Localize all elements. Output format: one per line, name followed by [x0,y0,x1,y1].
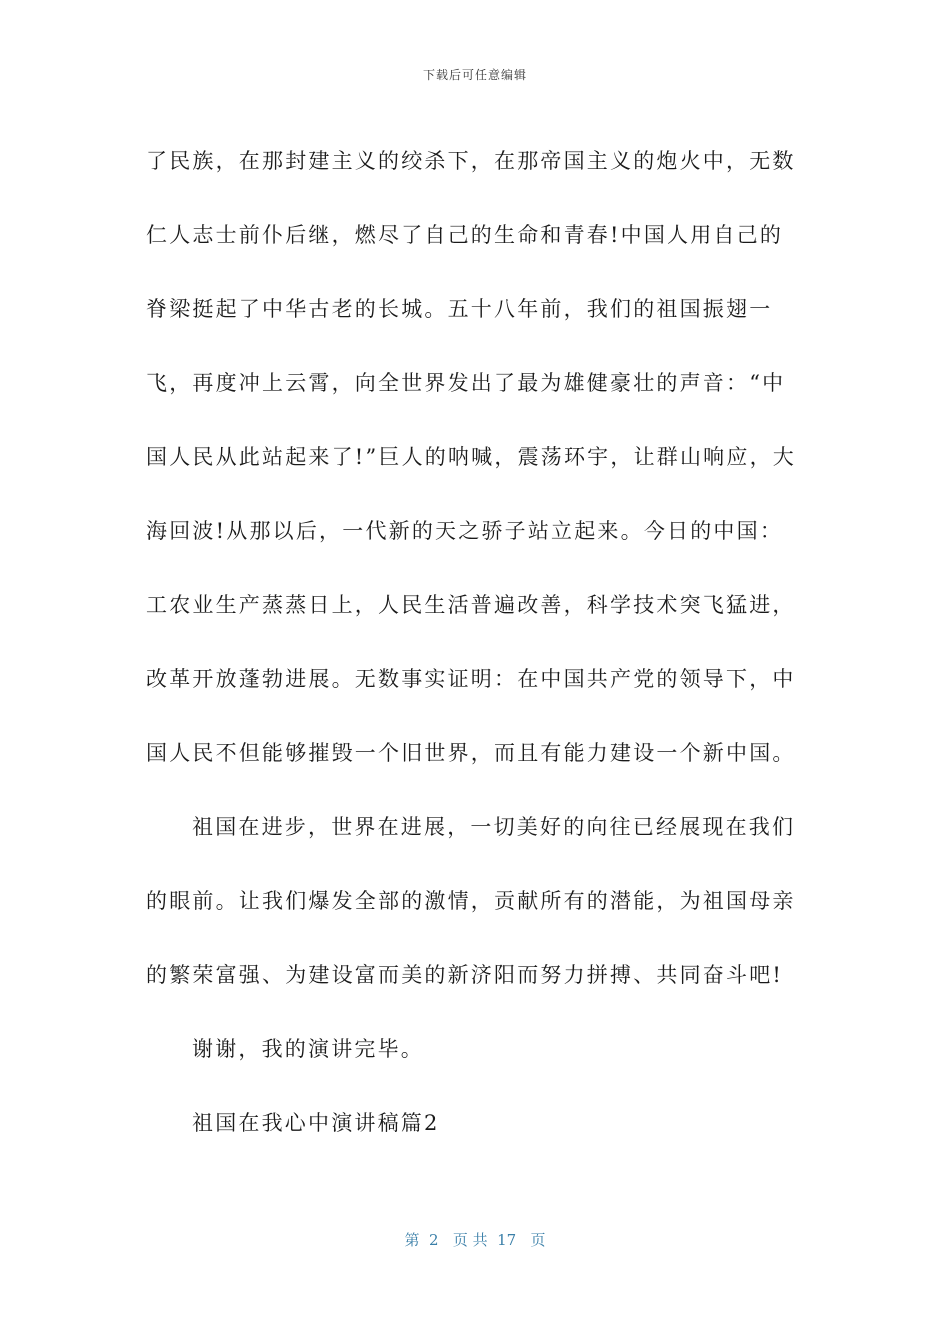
paragraph-2: 祖国在进步，世界在进展，一切美好的向往已经展现在我们的眼前。让我们爆发全部的激情，贡献所有的潜能，为祖国母亲的繁荣富强、为建设富而美的新济阳而努力拼搏、共同奋斗吧! [146,815,796,987]
section-heading: 祖国在我心中演讲稿篇2 [192,1111,440,1135]
document-body [146,124,806,1160]
paragraph-3: 谢谢，我的演讲完毕。 [192,1037,424,1061]
page-header: 下载后可任意编辑 [422,68,527,82]
paragraph-1: 了民族，在那封建主义的绞杀下，在那帝国主义的炮火中，无数仁人志士前仆后继，燃尽了自己的生命和青春!中国人用自己的脊梁挺起了中华古老的长城。五十八年前，我们的祖国振翅一飞，再度冲上云霄，向全世界发出了最为雄健豪壮的声音：“中国人民从此站起来了!”巨人的呐喊，震荡环宇，让群山响应，大海回波!从那以后，一代新的天之骄子站立起来。今日的中国：工农业生产蒸蒸日上，人民生活普遍改善，科学技术突飞猛进，改革开放蓬勃进展。无数事实证明：在中国共产党的领导下，中国人民不但能够摧毁一个旧世界，而且有能力建设一个新中国。 [146,149,796,765]
page-footer: 第 2 页 共 17 页 [404,1231,546,1249]
